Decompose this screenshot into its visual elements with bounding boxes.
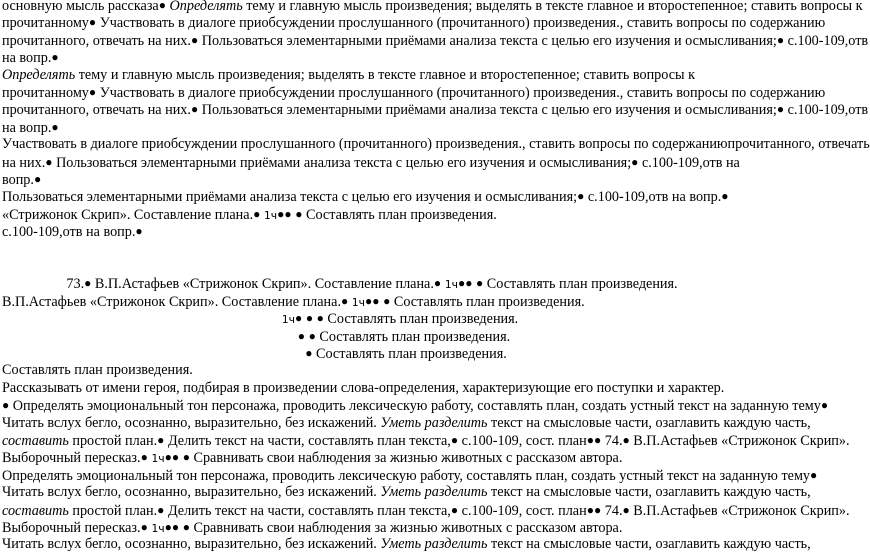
emphasis-text: Уметь разделить bbox=[380, 414, 488, 431]
bullet-icon: ● bbox=[450, 502, 459, 517]
bullet-icon: ● bbox=[383, 293, 391, 308]
text-span: Составлять план произведения. bbox=[312, 346, 507, 363]
text-span: Составлять план произведения. bbox=[323, 311, 519, 328]
bullet-icon: ●● bbox=[586, 432, 602, 447]
text-span: В.П.Астафьев «Стрижонок Скрип». Составление плана. bbox=[91, 276, 434, 293]
bullet-icon: ● bbox=[820, 398, 829, 413]
bullet-icon: ● bbox=[433, 276, 442, 291]
bullet-icon: ● bbox=[51, 50, 59, 65]
bullet-icon: ● bbox=[33, 171, 42, 186]
emphasis-text: составить bbox=[2, 432, 69, 449]
text-span: Пользоваться элементарными приёмами анализа текста с целью его изучения и осмысливания; bbox=[52, 154, 632, 171]
text-span: Определять эмоциональный тон персонажа, проводить лексическую работу, составлять план, создать устный текст на заданную тему bbox=[2, 467, 811, 484]
text-span: Пользоваться элементарными приёмами анализа текста с целью его изучения и осмысливания; bbox=[198, 102, 777, 119]
text-line bbox=[0, 154, 816, 171]
text-span: тему и главную мысль произведения; выделять в тексте главное и второстепенное; ставить вопросы к bbox=[242, 0, 863, 14]
text-span: Определять эмоциональный тон персонажа, проводить лексическую работу, составлять план, создать устный текст на заданную тему bbox=[9, 398, 821, 415]
text-span: на вопр. bbox=[2, 50, 52, 67]
bullet-icon: ● bbox=[450, 432, 459, 447]
blank-gap bbox=[0, 240, 816, 275]
emphasis-text: составить bbox=[2, 502, 69, 519]
text-span: Составлять план произведения. bbox=[2, 362, 193, 379]
text-line bbox=[0, 467, 816, 484]
bullet-icon: ● bbox=[631, 154, 639, 169]
text-span: В.П.Астафьев «Стрижонок Скрип». bbox=[629, 502, 850, 519]
bullet-icon: ● bbox=[622, 432, 630, 447]
text-span: В.П.Астафьев «Стрижонок Скрип». bbox=[629, 432, 850, 449]
text-span: тему и главную мысль произведения; выделять в тексте главное и второстепенное; ставить вопросы к bbox=[75, 66, 695, 83]
text-line bbox=[0, 345, 814, 362]
bullet-icon: ● bbox=[135, 224, 143, 239]
text-span: Составлять план произведения. bbox=[483, 276, 678, 293]
text-span: Составлять план произведения. bbox=[390, 293, 585, 310]
text-line bbox=[0, 328, 812, 345]
text-span: простой план. bbox=[68, 502, 158, 519]
bullet-icon: ● bbox=[157, 432, 165, 447]
text-span: с.100-109,отв bbox=[784, 102, 869, 119]
text-span: 1ч bbox=[151, 452, 165, 466]
text-span: основную мысль рассказа bbox=[2, 0, 159, 14]
text-span: прочитанному bbox=[2, 84, 89, 101]
text-span: Выборочный пересказ. bbox=[2, 519, 141, 536]
text-span: Сравнивать свои наблюдения за жизнью животных с рассказом автора. bbox=[189, 519, 623, 536]
text-line bbox=[0, 119, 816, 136]
text-span: простой план. bbox=[68, 432, 158, 449]
bullet-icon: ●● bbox=[365, 293, 380, 308]
text-span: Читать вслух бегло, осознанно, выразительно, без искажений. bbox=[2, 484, 381, 501]
text-line bbox=[0, 136, 870, 153]
bullet-icon: ● bbox=[308, 328, 316, 343]
bullet-icon: ● bbox=[88, 84, 97, 99]
emphasis-text: Определять bbox=[165, 0, 243, 14]
bullet-icon: ● bbox=[476, 276, 484, 291]
text-line bbox=[0, 101, 869, 119]
text-span: вопр. bbox=[2, 171, 34, 188]
bullet-icon: ● bbox=[297, 328, 306, 343]
text-line bbox=[0, 67, 816, 84]
bullet-icon: ● bbox=[577, 189, 585, 204]
text-span: текст на смысловые части, озаглавить каждую часть, bbox=[487, 414, 811, 431]
text-span: 1ч bbox=[281, 313, 296, 327]
text-line bbox=[0, 206, 816, 223]
text-span: с.100-109,отв bbox=[784, 32, 869, 49]
bullet-icon: ●● bbox=[586, 502, 602, 517]
text-span: текст на смысловые части, озаглавить каждую часть, bbox=[487, 536, 811, 553]
text-span: Читать вслух бегло, осознанно, выразительно, без искажений. bbox=[2, 536, 381, 553]
text-span: с.100-109,отв на вопр. bbox=[584, 189, 722, 206]
bullet-icon: ● bbox=[305, 346, 313, 361]
text-line bbox=[0, 49, 816, 66]
text-line bbox=[0, 502, 850, 519]
text-line bbox=[0, 275, 780, 292]
text-span: Читать вслух бегло, осознанно, выразительно, без искажений. bbox=[2, 414, 381, 431]
bullet-icon: ● bbox=[253, 206, 261, 221]
text-line bbox=[0, 310, 808, 327]
text-span: с.100-109, сост. план bbox=[458, 432, 587, 449]
text-line bbox=[0, 432, 850, 449]
text-span: прочитанному bbox=[2, 15, 89, 32]
text-span: 1ч bbox=[151, 521, 165, 535]
text-span: на них. bbox=[2, 154, 46, 171]
text-span: с.100-109,отв на вопр. bbox=[2, 224, 136, 241]
text-span: 74. bbox=[601, 432, 623, 449]
bullet-icon: ● bbox=[622, 502, 630, 517]
bullet-icon: ● bbox=[140, 519, 148, 534]
text-span: Составлять план произведения. bbox=[315, 328, 511, 345]
bullet-icon: ● bbox=[157, 502, 165, 517]
emphasis-text: Уметь разделить bbox=[380, 484, 488, 501]
text-span: Участвовать в диалоге приобсуждении прослушанного (прочитанного) произведения., ставить вопросы по содержаниюпрочитанного, отвечать bbox=[2, 136, 870, 153]
text-line bbox=[0, 415, 816, 432]
text-line bbox=[0, 362, 816, 379]
text-span: Делить текст на части, составлять план текста, bbox=[164, 432, 451, 449]
text-line bbox=[0, 536, 816, 553]
text-span: прочитанного, отвечать на них. bbox=[2, 32, 191, 49]
bullet-icon: ● bbox=[45, 154, 53, 169]
text-span: Составлять план произведения. bbox=[302, 206, 497, 223]
bullet-icon: ● bbox=[341, 293, 349, 308]
emphasis-text: Уметь разделить bbox=[380, 536, 488, 553]
text-span: на вопр. bbox=[2, 119, 52, 136]
text-span: В.П.Астафьев «Стрижонок Скрип». Составление плана. bbox=[2, 293, 341, 310]
text-span: с.100-109, сост. план bbox=[458, 502, 587, 519]
text-span: с.100-109,отв на bbox=[638, 154, 740, 171]
text-line bbox=[0, 293, 816, 310]
bullet-icon: ● bbox=[721, 189, 729, 204]
bullet-icon: ● bbox=[305, 311, 314, 326]
bullet-icon: ● bbox=[51, 119, 59, 134]
bullet-icon: ● bbox=[84, 276, 92, 291]
bullet-icon: ● bbox=[295, 311, 303, 326]
bullet-icon: ●● bbox=[277, 206, 292, 221]
text-span: Участвовать в диалоге приобсуждении прослушанного (прочитанного) произведения., ставить вопросы по содержанию bbox=[96, 15, 826, 32]
bullet-icon: ● bbox=[776, 32, 785, 47]
text-line bbox=[0, 188, 816, 205]
text-line bbox=[0, 14, 826, 32]
bullet-icon: ● bbox=[140, 450, 148, 465]
bullet-icon: ● bbox=[182, 450, 190, 465]
bullet-icon: ● bbox=[295, 206, 303, 221]
text-span: «Стрижонок Скрип». Составление плана. bbox=[2, 206, 254, 223]
text-span: Выборочный пересказ. bbox=[2, 450, 141, 467]
text-line bbox=[0, 84, 826, 101]
text-span: 1ч bbox=[263, 208, 278, 222]
bullet-icon: ● bbox=[810, 467, 818, 482]
text-span: Пользоваться элементарными приёмами анализа текста с целью его изучения и осмысливания; bbox=[198, 32, 777, 49]
bullet-icon: ● bbox=[190, 102, 199, 117]
bullet-icon: ●● bbox=[164, 450, 180, 465]
text-line bbox=[0, 397, 829, 415]
text-span: Участвовать в диалоге приобсуждении прослушанного (прочитанного) произведения., ставить вопросы по содержанию bbox=[96, 84, 826, 101]
text-span: 73. bbox=[66, 276, 85, 293]
text-line bbox=[0, 484, 816, 501]
text-line bbox=[0, 519, 816, 536]
text-span: 1ч bbox=[351, 295, 366, 309]
bullet-icon: ●● bbox=[164, 519, 180, 534]
text-line bbox=[0, 223, 816, 240]
emphasis-text: Определять bbox=[2, 66, 76, 83]
text-line bbox=[0, 0, 863, 14]
bullet-icon: ● bbox=[158, 0, 166, 12]
bullet-icon: ● bbox=[88, 15, 97, 30]
bullet-icon: ● bbox=[316, 311, 324, 326]
bullet-icon: ● bbox=[182, 519, 190, 534]
text-span: Пользоваться элементарными приёмами анализа текста с целью его изучения и осмысливания; bbox=[2, 189, 578, 206]
bullet-icon: ● bbox=[2, 398, 10, 413]
text-span: Рассказывать от имени героя, подбирая в произведении слова-определения, характеризующие его поступки и характер. bbox=[2, 379, 725, 396]
text-span: 1ч bbox=[444, 278, 458, 292]
bullet-icon: ● bbox=[776, 102, 785, 117]
text-span: Делить текст на части, составлять план текста, bbox=[164, 502, 451, 519]
text-span: 74. bbox=[601, 502, 623, 519]
text-line bbox=[0, 449, 816, 466]
text-line bbox=[0, 380, 816, 397]
text-span: Сравнивать свои наблюдения за жизнью животных с рассказом автора. bbox=[189, 450, 623, 467]
text-span: прочитанного, отвечать на них. bbox=[2, 102, 191, 119]
bullet-icon: ● bbox=[190, 32, 199, 47]
text-span: текст на смысловые части, озаглавить каждую часть, bbox=[487, 484, 811, 501]
bullet-icon: ●● bbox=[457, 276, 473, 291]
text-line bbox=[0, 171, 816, 188]
text-line bbox=[0, 32, 869, 49]
